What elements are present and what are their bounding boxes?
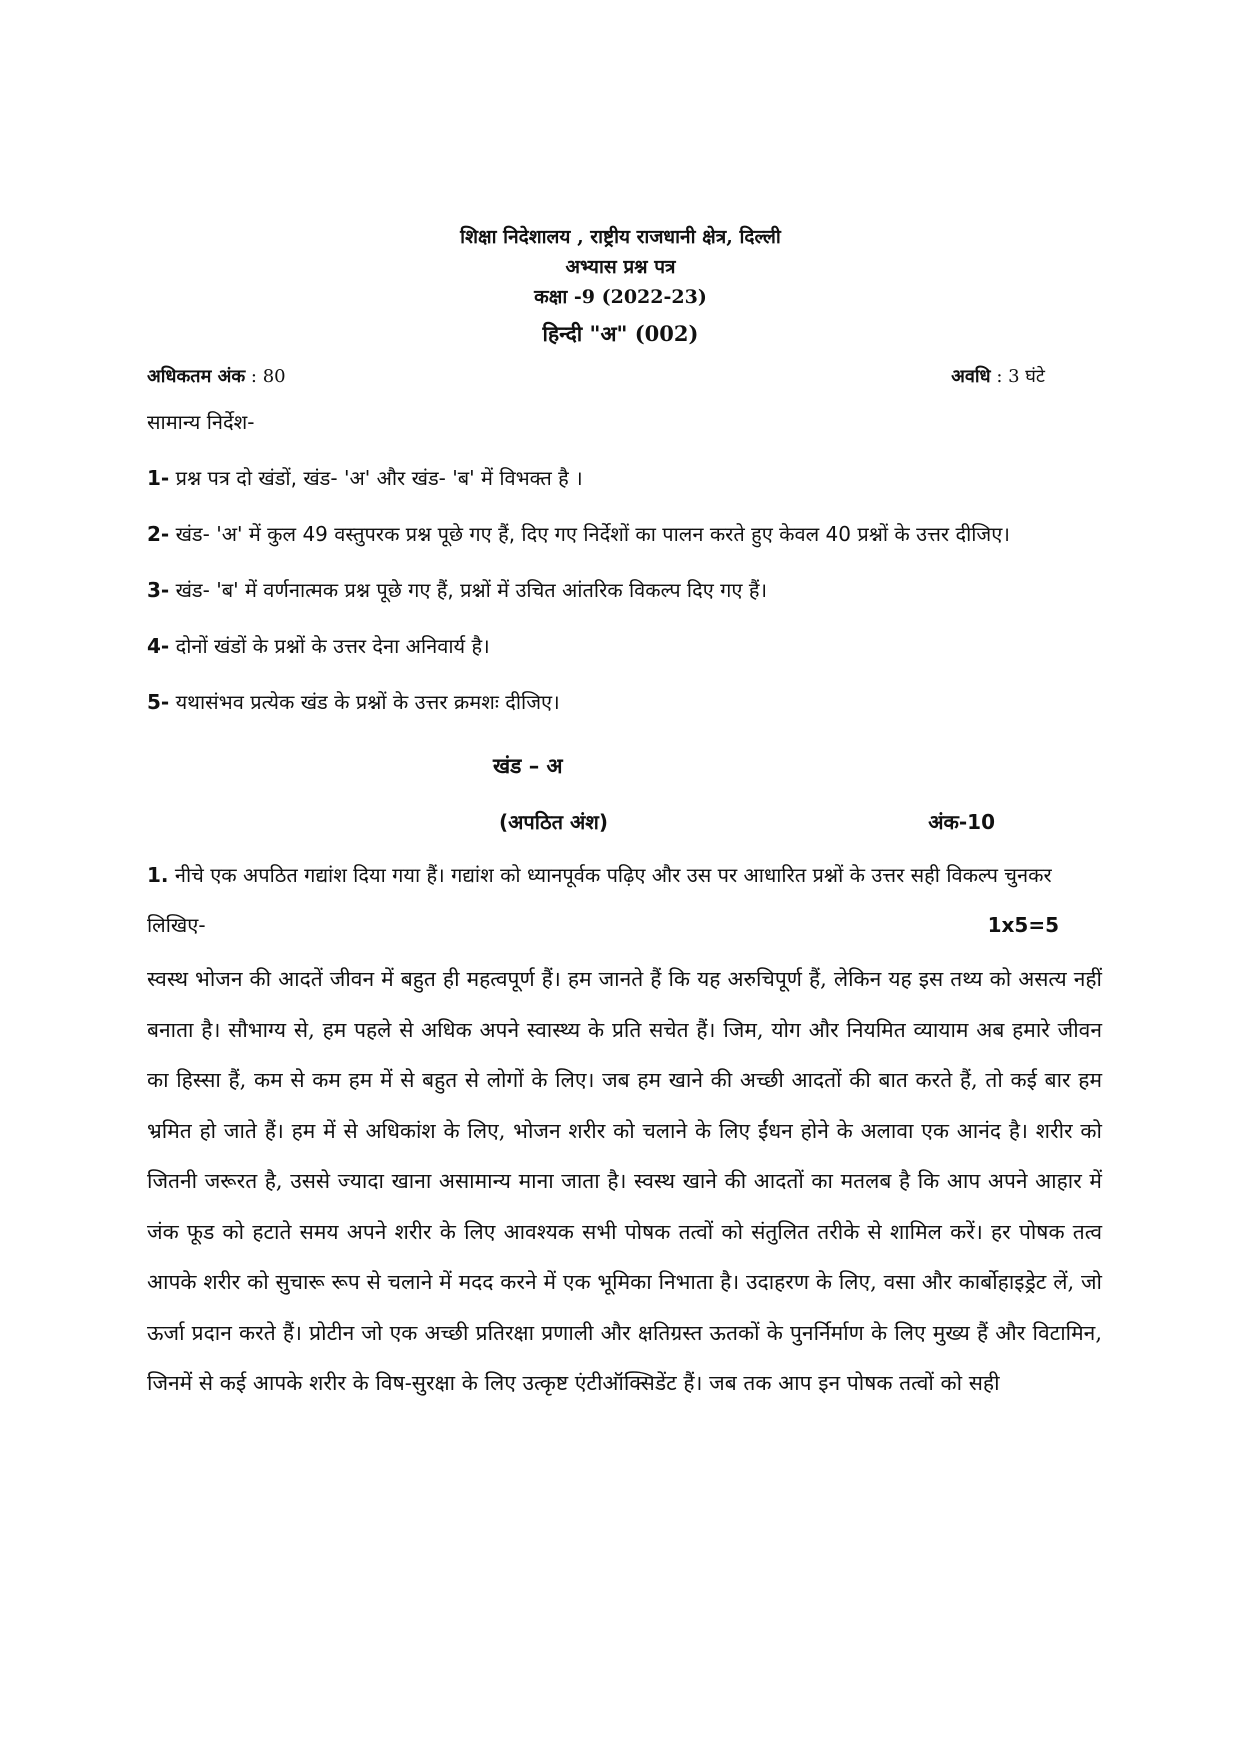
max-marks-label: अधिकतम अंक bbox=[147, 366, 246, 387]
question-text: नीचे एक अपठित गद्यांश दिया गया हैं। गद्यांश को ध्यानपूर्वक पढ़िए और उस पर आधारित प्रश्नों के उत्तर सही विकल्प चुनकर लिखिए- bbox=[147, 863, 1052, 937]
max-marks-value: : 80 bbox=[250, 366, 286, 387]
question-marks: 1x5=5 bbox=[987, 913, 1059, 937]
section-title: खंड – अ bbox=[493, 754, 563, 778]
document-header bbox=[0, 222, 1241, 348]
instruction-item: 2- खंड- 'अ' में कुल 49 वस्तुपरक प्रश्न पूछे गए हैं, दिए गए निर्देशों का पालन करते हुए केवल 40 प्रश्नों के उत्तर दीजिए। bbox=[147, 522, 1010, 546]
exam-meta bbox=[147, 364, 1045, 388]
section-subtitle: (अपठित अंश) bbox=[499, 810, 608, 834]
question-1 bbox=[147, 850, 1102, 950]
header-paper-type: अभ्यास प्रश्न पत्र bbox=[565, 256, 676, 278]
instructions-title: सामान्य निर्देश- bbox=[147, 410, 255, 434]
duration bbox=[951, 364, 1045, 388]
general-instructions bbox=[147, 404, 1102, 730]
instruction-item: 5- यथासंभव प्रत्येक खंड के प्रश्नों के उत्तर क्रमशः दीजिए। bbox=[147, 690, 560, 714]
instruction-item: 1- प्रश्न पत्र दो खंडों, खंड- 'अ' और खंड- 'ब' में विभक्त है । bbox=[147, 466, 583, 490]
instruction-item: 3- खंड- 'ब' में वर्णनात्मक प्रश्न पूछे गए हैं, प्रश्नों में उचित आंतरिक विकल्प दिए गए हैं। bbox=[147, 578, 768, 602]
header-class: कक्षा -9 (2022-23) bbox=[534, 286, 707, 308]
duration-value: : 3 घंटे bbox=[996, 366, 1045, 387]
header-subject: हिन्दी "अ" (002) bbox=[542, 321, 699, 346]
header-directorate: शिक्षा निदेशालय , राष्ट्रीय राजधानी क्षेत्र, दिल्ली bbox=[460, 226, 781, 248]
instruction-item: 4- दोनों खंडों के प्रश्नों के उत्तर देना अनिवार्य है। bbox=[147, 634, 490, 658]
unseen-passage: स्वस्थ भोजन की आदतें जीवन में बहुत ही महत्वपूर्ण हैं। हम जानते हैं कि यह अरुचिपूर्ण हैं, लेकिन यह इस तथ्य को असत्य नहीं बनाता है। सौभाग्य से, हम पहले से अधिक अपने स्वास्थ्य के प्रति सचेत हैं। जिम, योग और नियमित व्यायाम अब हमारे जीवन का हिस्सा हैं, कम से कम हम में से बहुत से लोगों के लिए। जब हम खाने की अच्छी आदतों की बात करते हैं, तो कई बार हम भ्रमित हो जाते हैं। हम में से अधिकांश के लिए, भोजन शरीर को चलाने के लिए ईंधन होने के अलावा एक आनंद है। शरीर को जितनी जरूरत है, उससे ज्यादा खाना असामान्य माना जाता है। स्वस्थ खाने की आदतों का मतलब है कि आप अपने आहार में जंक फूड को हटाते समय अपने शरीर के लिए आवश्यक सभी पोषक तत्वों को संतुलित तरीके से शामिल करें। हर पोषक तत्व आपके शरीर को सुचारू रूप से चलाने में मदद करने में एक भूमिका निभाता है। उदाहरण के लिए, वसा और कार्बोहाइड्रेट लें, जो ऊर्जा प्रदान करते हैं। प्रोटीन जो एक अच्छी प्रतिरक्षा प्रणाली और क्षतिग्रस्त ऊतकों के पुनर्निर्माण के लिए मुख्य हैं और विटामिन, जिनमें से कई आपके शरीर के विष-सुरक्षा के लिए उत्कृष्ट एंटीऑक्सिडेंट हैं। जब तक आप इन पोषक तत्वों को सही bbox=[147, 967, 1102, 1395]
question-number: 1. bbox=[147, 863, 169, 887]
section-marks: अंक-10 bbox=[928, 810, 995, 834]
max-marks bbox=[147, 364, 286, 388]
duration-label: अवधि bbox=[951, 366, 991, 387]
